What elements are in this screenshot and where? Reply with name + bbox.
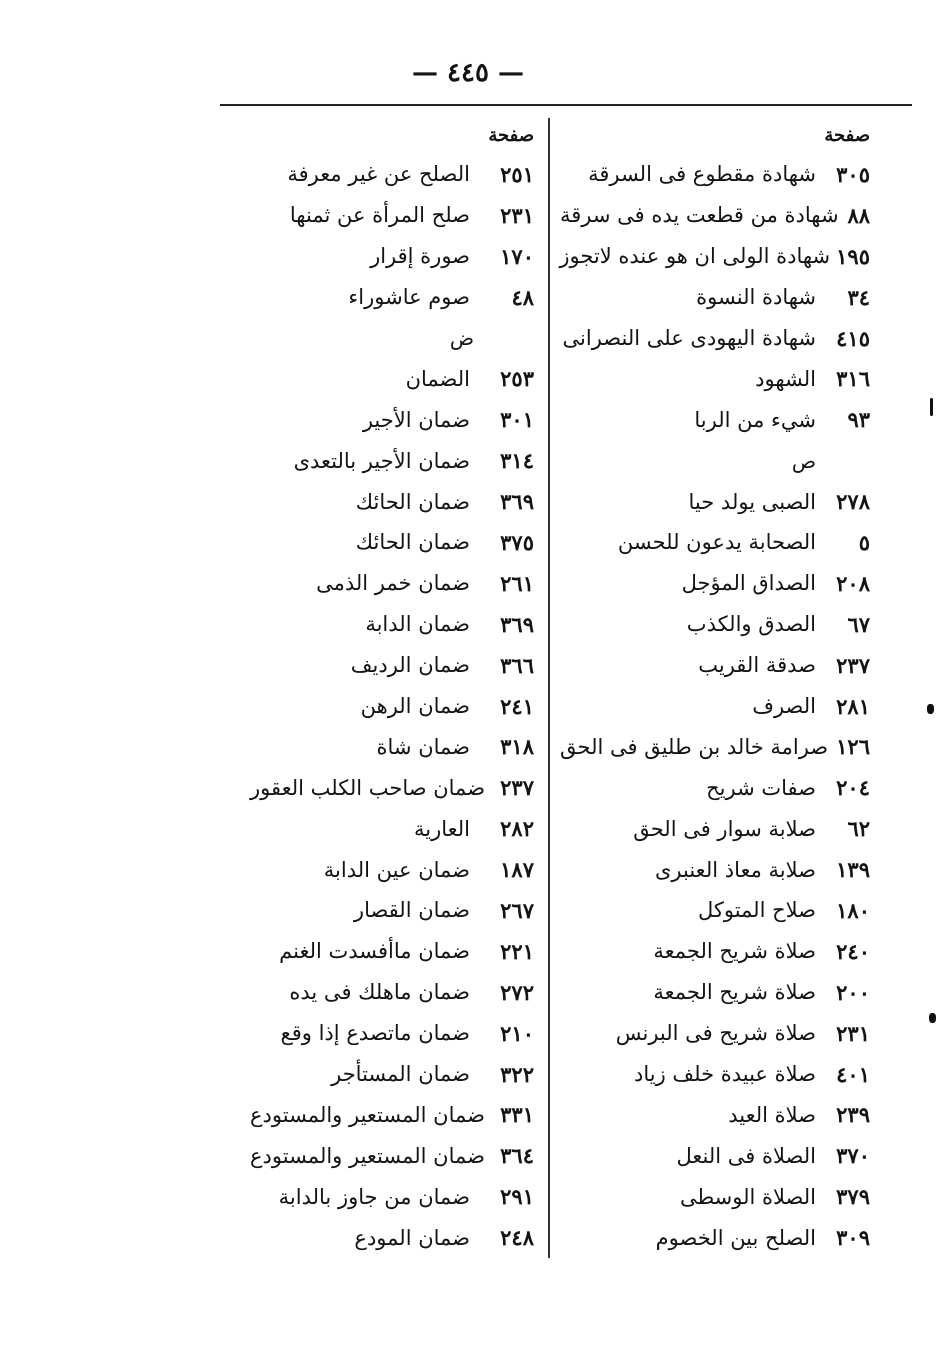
- entry-page-number: ٤٠١: [836, 1061, 870, 1087]
- index-column-left: [250, 118, 534, 1258]
- index-entry: [250, 890, 534, 931]
- index-entry: [250, 440, 534, 481]
- index-entry: [560, 645, 870, 686]
- margin-speck: [927, 704, 934, 714]
- index-entry: [250, 1217, 534, 1258]
- index-entry: [560, 808, 870, 849]
- section-letter-label: ض: [449, 326, 474, 350]
- entry-title: الشهود: [755, 366, 816, 391]
- index-entry: [560, 399, 870, 440]
- entry-title: الصداق المؤجل: [681, 571, 816, 596]
- entry-title: صلاح المتوكل: [697, 898, 816, 923]
- index-entry: [560, 481, 870, 522]
- entry-title: صلاة شريح الجمعة: [653, 980, 816, 1005]
- index-entry: [250, 726, 534, 767]
- index-column-right: [560, 118, 870, 1258]
- entry-page-number: ٣٤: [847, 284, 870, 310]
- entry-title: صلاة شريح الجمعة: [653, 939, 816, 964]
- index-entry: [250, 358, 534, 399]
- entry-title: ضمان المستعير والمستودع: [250, 1143, 485, 1168]
- entry-title: ضمان المستعير والمستودع: [250, 1102, 485, 1127]
- entry-title: ضمان من جاوز بالدابة: [278, 1184, 470, 1209]
- entry-page-number: ٦٧: [847, 611, 870, 637]
- index-entry: [560, 563, 870, 604]
- index-entry: [560, 195, 870, 236]
- entry-title: صفات شريح: [706, 775, 816, 800]
- entry-page-number: ٣١٦: [836, 366, 870, 392]
- entry-page-number: ٦٢: [847, 816, 870, 842]
- index-entry: [250, 1094, 534, 1135]
- index-entry: [250, 195, 534, 236]
- index-entry: [250, 767, 534, 808]
- index-entry: [250, 1013, 534, 1054]
- entry-title: ضمان صاحب الكلب العقور: [250, 775, 486, 800]
- entry-page-number: ٢٤٠: [836, 938, 870, 964]
- entry-page-number: ٤١٥: [836, 325, 870, 351]
- entry-page-number: ٣٧٥: [500, 529, 534, 555]
- entry-title: شهادة الولى ان هو عنده لاتجوز: [559, 244, 831, 269]
- entry-title: ضمان الحائك: [355, 530, 470, 555]
- entry-page-number: ١٧٠: [500, 243, 534, 269]
- index-entry: [560, 1094, 870, 1135]
- section-letter: [250, 318, 534, 359]
- entry-title: صرامة خالد بن طليق فى الحق: [560, 734, 829, 759]
- entry-title: الصرف: [752, 694, 816, 719]
- entry-title: ضمان ماأفسدت الغنم: [279, 939, 470, 964]
- entry-title: صوم عاشوراء: [348, 285, 470, 310]
- entry-title: العارية: [413, 816, 470, 841]
- entry-title: ضمان شاة: [376, 734, 470, 759]
- entry-page-number: ٢٠٠: [836, 979, 870, 1005]
- entry-page-number: ٥: [858, 529, 870, 555]
- entry-page-number: ٣٠٥: [836, 161, 870, 187]
- entry-page-number: ٢٣٩: [836, 1102, 870, 1128]
- entry-page-number: ٤٨: [511, 284, 534, 310]
- index-entry: [250, 604, 534, 645]
- entry-title: ضمان خمر الذمى: [316, 571, 470, 596]
- entry-page-number: ٢٩١: [500, 1184, 534, 1210]
- index-entry: [560, 890, 870, 931]
- entry-page-number: ٢٣١: [500, 202, 534, 228]
- index-entry: [560, 358, 870, 399]
- index-entry: [560, 849, 870, 890]
- index-entry: [560, 1135, 870, 1176]
- entry-title: ضمان عين الدابة: [323, 857, 470, 882]
- entry-page-number: ٣١٨: [500, 734, 534, 760]
- index-entry: [250, 236, 534, 277]
- entry-title: ضمان ماتصدع إذا وقع: [280, 1021, 470, 1046]
- entry-title: شهادة من قطعت يده فى سرقة: [560, 203, 839, 228]
- entry-page-number: ٢٣٧: [836, 652, 870, 678]
- entry-page-number: ٣٦٩: [500, 489, 534, 515]
- entry-page-number: ٣٦٦: [500, 652, 534, 678]
- entry-page-number: ١٩٥: [836, 243, 870, 269]
- section-letter-label: ص: [791, 448, 816, 473]
- index-entry: [250, 931, 534, 972]
- entry-title: ضمان المودع: [354, 1225, 470, 1250]
- entry-title: شهادة مقطوع فى السرقة: [588, 162, 816, 187]
- entry-page-number: ٣٧٠: [836, 1143, 870, 1169]
- column-heading: صفحة: [488, 125, 534, 146]
- entry-page-number: ٢٧٢: [500, 979, 534, 1005]
- entry-title: الصلاة الوسطى: [679, 1184, 816, 1209]
- entry-page-number: ٢١٠: [500, 1020, 534, 1046]
- entry-title: الصحابة يدعون للحسن: [617, 530, 816, 555]
- entry-title: صلاة شريح فى البرنس: [615, 1021, 816, 1046]
- page-number: — ٤٤٥ —: [411, 58, 525, 88]
- entry-page-number: ٣٠٩: [836, 1225, 870, 1251]
- index-entries-left: [250, 154, 534, 1258]
- entry-title: صلابة سوار فى الحق: [633, 816, 816, 841]
- entry-title: صلابة معاذ العنبرى: [654, 857, 816, 882]
- column-divider: [548, 118, 550, 1258]
- index-entry: [250, 849, 534, 890]
- index-entry: [560, 1013, 870, 1054]
- entry-page-number: ٢٦١: [500, 570, 534, 596]
- entry-page-number: ٢٣١: [836, 1020, 870, 1046]
- index-entries-right: [560, 154, 870, 1258]
- entry-page-number: ٢٨١: [836, 693, 870, 719]
- index-entry: [250, 1135, 534, 1176]
- entry-page-number: ٢٣٧: [500, 775, 534, 801]
- entry-page-number: ٣٢٢: [500, 1061, 534, 1087]
- entry-title: الصبى يولد حيا: [688, 489, 816, 514]
- entry-page-number: ٨٨: [847, 202, 870, 228]
- entry-page-number: ٢٧٨: [836, 489, 870, 515]
- entry-page-number: ٢٤١: [500, 693, 534, 719]
- index-entry: [250, 563, 534, 604]
- index-entry: [560, 277, 870, 318]
- entry-title: صدقة القريب: [698, 653, 816, 678]
- index-entry: [560, 1054, 870, 1095]
- margin-speck: [930, 398, 933, 416]
- section-letter: [560, 440, 870, 481]
- entry-title: صلح المرأة عن ثمنها: [289, 203, 470, 228]
- entry-page-number: ٢٦٧: [500, 897, 534, 923]
- index-entry: [250, 277, 534, 318]
- index-entry: [560, 522, 870, 563]
- index-entry: [560, 318, 870, 359]
- entry-page-number: ١٢٦: [836, 734, 870, 760]
- entry-title: صلاة عبيدة خلف زياد: [633, 1062, 816, 1087]
- index-entry: [250, 645, 534, 686]
- entry-page-number: ٢٨٢: [500, 816, 534, 842]
- entry-title: ضمان الدابة: [365, 612, 470, 637]
- index-entry: [560, 604, 870, 645]
- entry-page-number: ٣٧٩: [836, 1184, 870, 1210]
- entry-title: الصدق والكذب: [686, 612, 816, 637]
- index-entry: [560, 236, 870, 277]
- index-entry: [560, 1176, 870, 1217]
- index-entry: [560, 726, 870, 767]
- index-entry: [560, 1217, 870, 1258]
- entry-page-number: ٢٥٣: [500, 366, 534, 392]
- entry-page-number: ٢٤٨: [500, 1225, 534, 1251]
- index-entry: [560, 154, 870, 195]
- entry-page-number: ٣٠١: [500, 407, 534, 433]
- entry-title: شهادة اليهودى على النصرانى: [562, 326, 816, 350]
- entry-page-number: ١٨٧: [500, 857, 534, 883]
- entry-page-number: ٢٠٤: [836, 775, 870, 801]
- entry-title: ضمان الأجير بالتعدى: [293, 448, 470, 473]
- entry-page-number: ٣١٤: [500, 448, 534, 474]
- entry-title: ضمان ماهلك فى يده: [289, 980, 470, 1005]
- entry-page-number: ٢٥١: [500, 161, 534, 187]
- index-entry: [560, 931, 870, 972]
- entry-title: شيء من الربا: [694, 407, 816, 432]
- entry-title: ضمان الأجير: [362, 407, 470, 432]
- entry-title: الصلح بين الخصوم: [655, 1225, 816, 1250]
- index-entry: [250, 481, 534, 522]
- entry-page-number: ١٨٠: [836, 897, 870, 923]
- entry-title: ضمان الحائك: [355, 489, 470, 514]
- index-entry: [560, 686, 870, 727]
- entry-page-number: ٣٦٩: [500, 611, 534, 637]
- entry-title: ضمان الرديف: [350, 653, 470, 678]
- entry-title: شهادة النسوة: [696, 285, 816, 310]
- index-entry: [250, 686, 534, 727]
- entry-title: صورة إقرار: [370, 244, 470, 269]
- index-entry: [250, 522, 534, 563]
- entry-title: ضمان القصار: [353, 898, 470, 923]
- index-entry: [560, 767, 870, 808]
- entry-title: الصلح عن غير معرفة: [287, 162, 470, 187]
- index-entry: [250, 808, 534, 849]
- entry-page-number: ٣٣١: [500, 1102, 534, 1128]
- entry-page-number: ٣٦٤: [500, 1143, 534, 1169]
- entry-page-number: ٢٢١: [500, 938, 534, 964]
- margin-speck: [929, 1013, 936, 1023]
- entry-title: الصلاة فى النعل: [676, 1143, 816, 1168]
- index-entry: [250, 972, 534, 1013]
- entry-page-number: ٢٠٨: [836, 570, 870, 596]
- entry-title: الضمان: [405, 366, 470, 391]
- entry-title: ضمان المستأجر: [331, 1062, 470, 1087]
- entry-page-number: ٩٣: [847, 407, 870, 433]
- column-heading: صفحة: [824, 125, 870, 146]
- entry-title: صلاة العيد: [728, 1102, 816, 1127]
- entry-page-number: ١٣٩: [836, 857, 870, 883]
- index-entry: [560, 972, 870, 1013]
- header-rule: [220, 104, 912, 106]
- index-entry: [250, 1054, 534, 1095]
- index-entry: [250, 399, 534, 440]
- entry-title: ضمان الرهن: [360, 694, 470, 719]
- index-entry: [250, 154, 534, 195]
- index-entry: [250, 1176, 534, 1217]
